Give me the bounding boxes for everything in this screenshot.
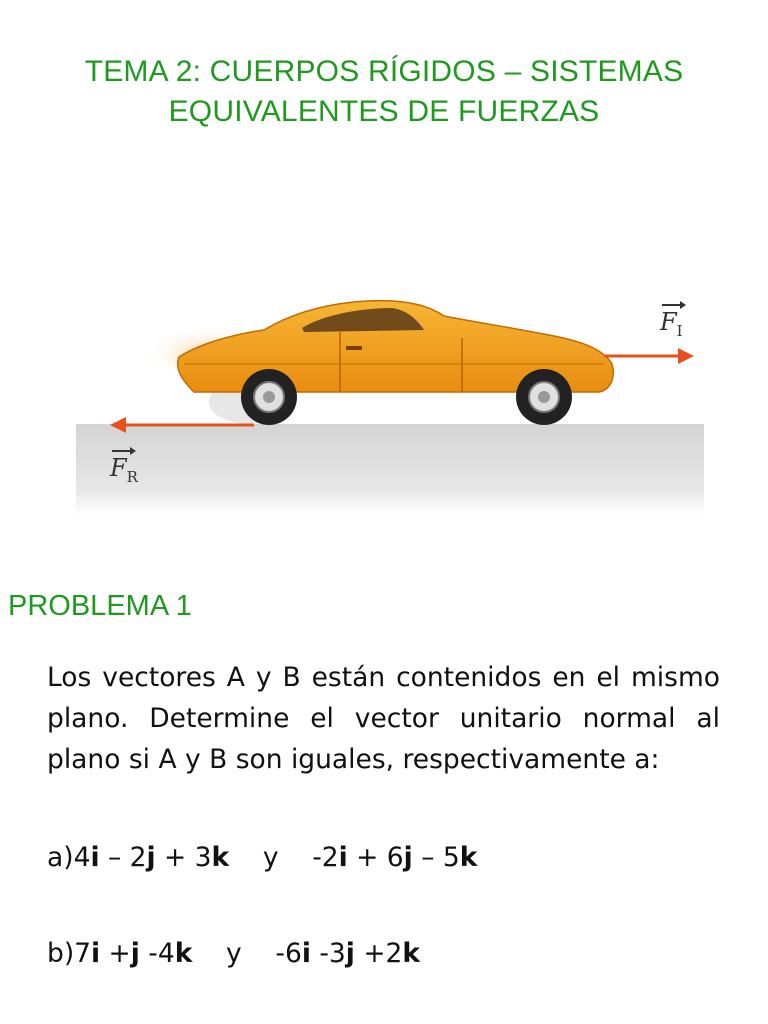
vector-arrow-icon	[662, 304, 684, 306]
car-forces-figure	[74, 232, 706, 516]
option-b: b)7i +j -4k y -6i -3j +2k	[47, 938, 421, 969]
title-line-1: TEMA 2: CUERPOS RÍGIDOS – SISTEMAS	[84, 55, 684, 88]
road-surface	[76, 424, 704, 516]
vector-label-fi	[660, 308, 683, 340]
vector-fi-sub: I	[676, 322, 683, 340]
page-title	[0, 52, 768, 132]
title-line-2: EQUIVALENTES DE FUERZAS	[168, 95, 600, 128]
problem-statement: Los vectores A y B están contenidos en el mismo plano. Determine el vector unitario normal al plano si A y B son iguales, respectivamente a:	[47, 662, 720, 775]
vector-label-fr	[110, 454, 138, 486]
car-illustration	[74, 232, 706, 516]
option-a: a)4i – 2j + 3k y -2i + 6j – 5k	[47, 842, 478, 873]
vector-fr-sub: R	[126, 468, 138, 486]
problem-title: PROBLEMA 1	[8, 590, 192, 622]
vector-arrow-icon	[112, 450, 134, 452]
vector-fr-base: F	[110, 454, 127, 482]
vector-fi-base: F	[660, 308, 677, 336]
